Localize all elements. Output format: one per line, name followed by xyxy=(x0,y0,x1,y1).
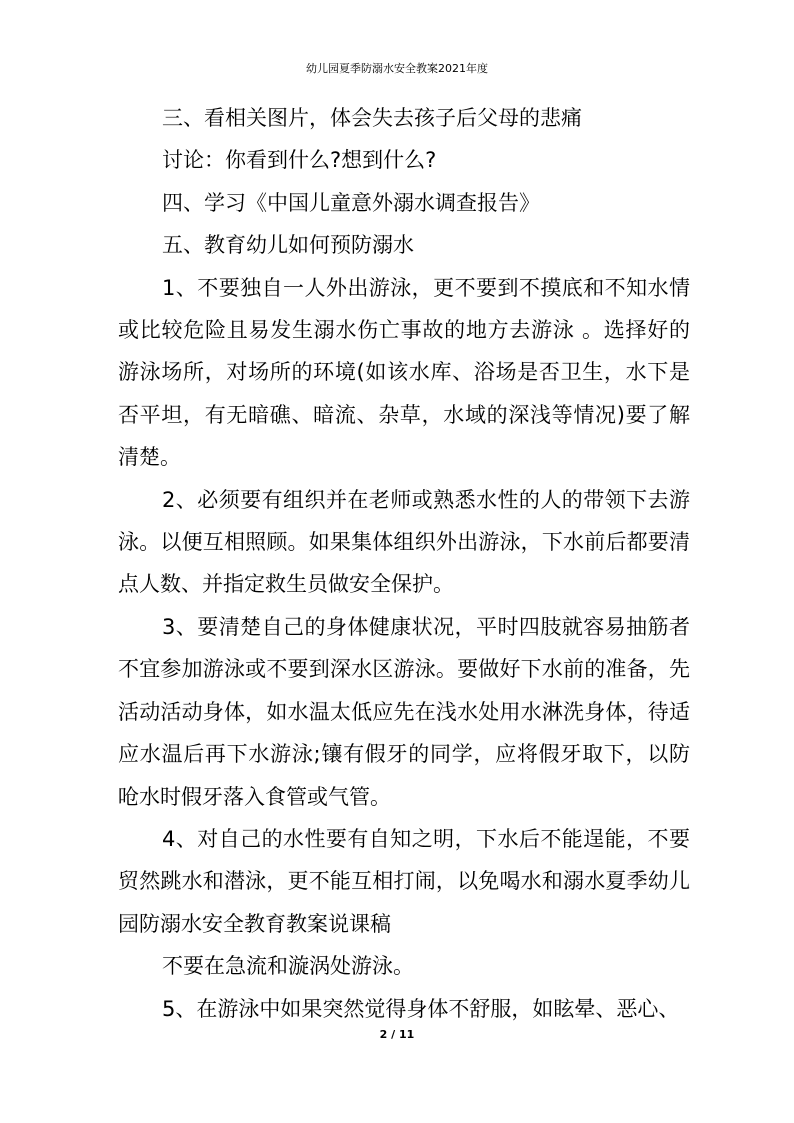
paragraph-item-4-continued: 不要在急流和漩涡处游泳。 xyxy=(162,954,414,979)
document-body xyxy=(118,97,690,1030)
paragraph-item-3: 3、要清楚自己的身体健康状况，平时四肢就容易抽筋者不宜参加游泳或不要到深水区游泳。要做好下水前的准备，先活动活动身体，如水温太低应先在浅水处用水淋洗身体，待适应水温后再下水游泳;镶有假牙的同学，应将假牙取下，以防呛水时假牙落入食管或气管。 xyxy=(118,614,690,809)
paragraph-item-2: 2、必须要有组织并在老师或熟悉水性的人的带领下去游泳。以便互相照顾。如果集体组织外出游泳，下水前后都要清点人数、并指定救生员做安全保护。 xyxy=(118,487,690,597)
paragraph-item-5: 5、在游泳中如果突然觉得身体不舒服，如眩晕、恶心、 xyxy=(162,996,680,1021)
paragraph-discussion: 讨论：你看到什么?想到什么? xyxy=(162,148,437,173)
page-header: 幼儿园夏季防溺水安全教案2021年度 xyxy=(306,62,488,75)
paragraph-section-5: 五、教育幼儿如何预防溺水 xyxy=(162,233,414,258)
page-number: 2 / 11 xyxy=(379,1028,415,1041)
paragraph-section-3: 三、看相关图片，体会失去孩子后父母的悲痛 xyxy=(162,106,582,130)
paragraph-item-4: 4、对自己的水性要有自知之明，下水后不能逞能，不要贸然跳水和潜泳，更不能互相打闹，以免喝水和溺水夏季幼儿园防溺水安全教育教案说课稿 xyxy=(118,826,690,936)
paragraph-item-1: 1、不要独自一人外出游泳，更不要到不摸底和不知水情或比较危险且易发生溺水伤亡事故的地方去游泳 。选择好的游泳场所，对场所的环境(如该水库、浴场是否卫生，水下是否平坦，有无暗礁、暗流、杂草，水域的深浅等情况)要了解清楚。 xyxy=(118,275,690,470)
paragraph-section-4: 四、学习《中国儿童意外溺水调查报告》 xyxy=(162,190,540,215)
